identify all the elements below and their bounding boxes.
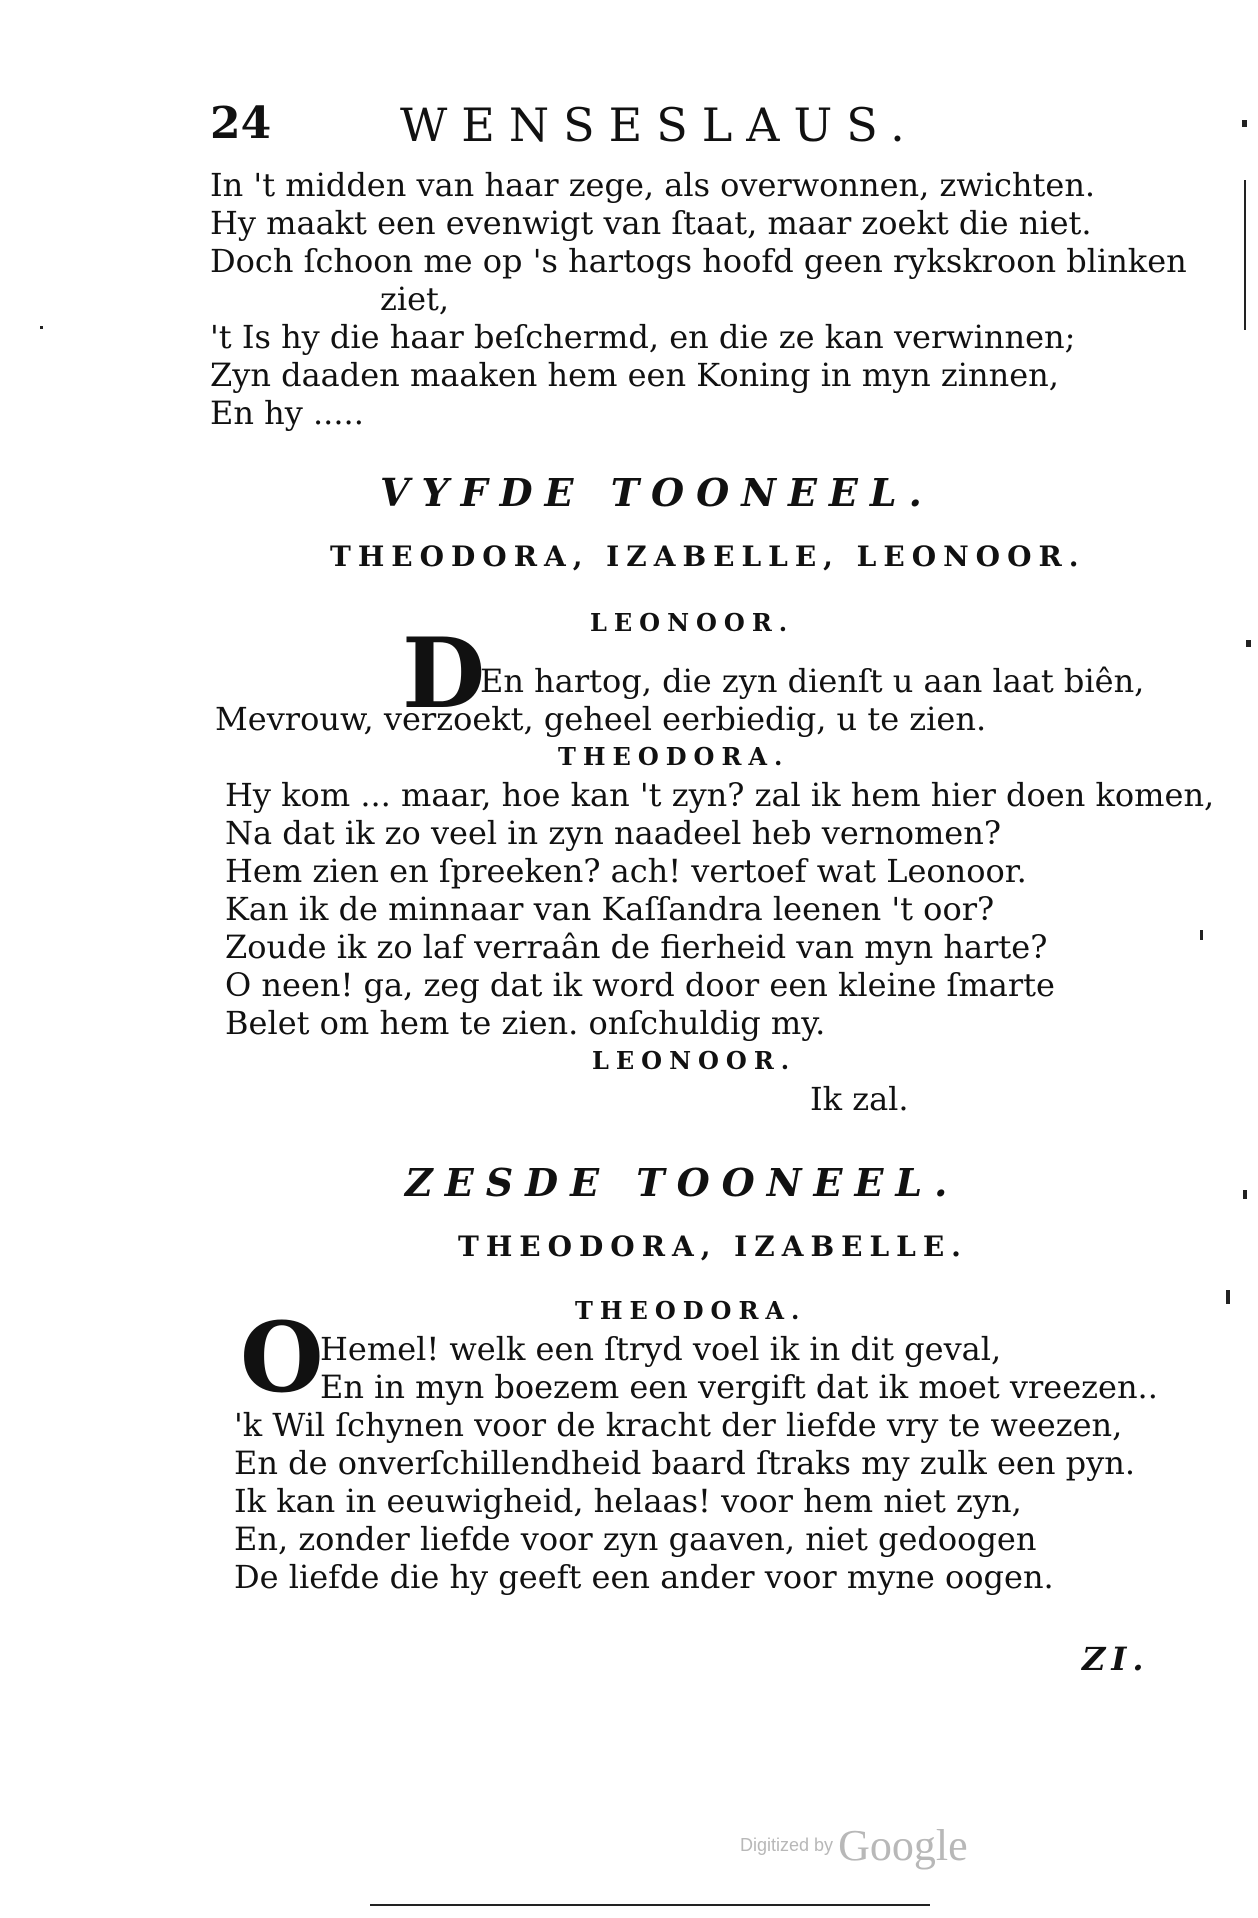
verse-line: Doch ſchoon me op 's hartogs hoofd geen rykskroon blinken [210, 242, 1187, 280]
speaker-name: LEONOOR. [592, 1046, 797, 1075]
drop-cap: O [240, 1301, 324, 1414]
speaker-name: THEODORA. [575, 1296, 807, 1325]
scene-heading: VYFDE TOONEEL. [380, 470, 934, 515]
verse-line: 't Is hy die haar beſchermd, en die ze kan verwinnen; [210, 318, 1076, 356]
verse-line: Hy maakt een evenwigt van ſtaat, maar zoekt die niet. [210, 204, 1092, 242]
google-logo: Google [838, 1821, 968, 1870]
verse-line: Zyn daaden maaken hem een Koning in myn zinnen, [210, 356, 1059, 394]
scan-speck [1242, 120, 1247, 127]
scan-speck [1243, 1190, 1247, 1199]
verse-line: Hy kom ... maar, hoe kan 't zyn? zal ik hem hier doen komen, [225, 776, 1215, 814]
verse-line: In 't midden van haar zege, als overwonnen, zwichten. [210, 166, 1096, 204]
verse-line: Zoude ik zo laf verraân de fierheid van myn harte? [225, 928, 1048, 966]
catchword: ZI. [1082, 1640, 1150, 1678]
page-edge-shadow [1244, 180, 1246, 330]
verse-line: En de onverſchillendheid baard ſtraks my zulk een pyn. [234, 1444, 1135, 1482]
running-head [210, 98, 970, 158]
speaker-name: LEONOOR. [590, 608, 795, 637]
verse-line: O neen! ga, zeg dat ik word door een kleine ſmarte [225, 966, 1055, 1004]
verse-line: De liefde die hy geeft een ander voor myne oogen. [234, 1558, 1054, 1596]
watermark-prefix: Digitized by [740, 1835, 834, 1855]
cast-list: THEODORA, IZABELLE, LEONOOR. [330, 540, 1086, 573]
verse-line: En hy ..... [210, 394, 364, 432]
running-title: WENSESLAUS. [400, 98, 919, 152]
verse-line: Hem zien en ſpreeken? ach! vertoef wat Leonoor. [225, 852, 1027, 890]
digitized-by-google-watermark [740, 1820, 968, 1871]
verse-line: En hartog, die zyn dienſt u aan laat biên, [480, 662, 1145, 700]
verse-line: En in myn boezem een vergift dat ik moet vreezen.. [320, 1368, 1158, 1406]
verse-line-turnover: ziet, [380, 280, 450, 318]
verse-line-reply: Ik zal. [810, 1080, 909, 1118]
drop-cap: D [402, 617, 486, 730]
verse-line: Belet om hem te zien. onſchuldig my. [225, 1004, 826, 1042]
scan-speck [40, 326, 43, 329]
verse-line: Na dat ik zo veel in zyn naadeel heb vernomen? [225, 814, 1001, 852]
page-number: 24 [210, 98, 272, 149]
verse-line: Kan ik de minnaar van Kaſſandra leenen 't oor? [225, 890, 995, 928]
scan-speck [1226, 1290, 1230, 1304]
scene-heading: ZESDE TOONEEL. [405, 1160, 960, 1205]
page-bottom-shadow [370, 1904, 930, 1906]
verse-line: 'k Wil ſchynen voor de kracht der liefde vry te weezen, [234, 1406, 1123, 1444]
speaker-name: THEODORA. [558, 742, 790, 771]
verse-line: Hemel! welk een ſtryd voel ik in dit geval, [320, 1330, 1002, 1368]
verse-line: En, zonder liefde voor zyn gaaven, niet gedoogen [234, 1520, 1037, 1558]
scan-speck [1200, 930, 1203, 940]
scan-speck [1246, 640, 1251, 647]
verse-line: Mevrouw, verzoekt, geheel eerbiedig, u te zien. [215, 700, 987, 738]
verse-line: Ik kan in eeuwigheid, helaas! voor hem niet zyn, [234, 1482, 1022, 1520]
cast-list: THEODORA, IZABELLE. [458, 1230, 968, 1263]
